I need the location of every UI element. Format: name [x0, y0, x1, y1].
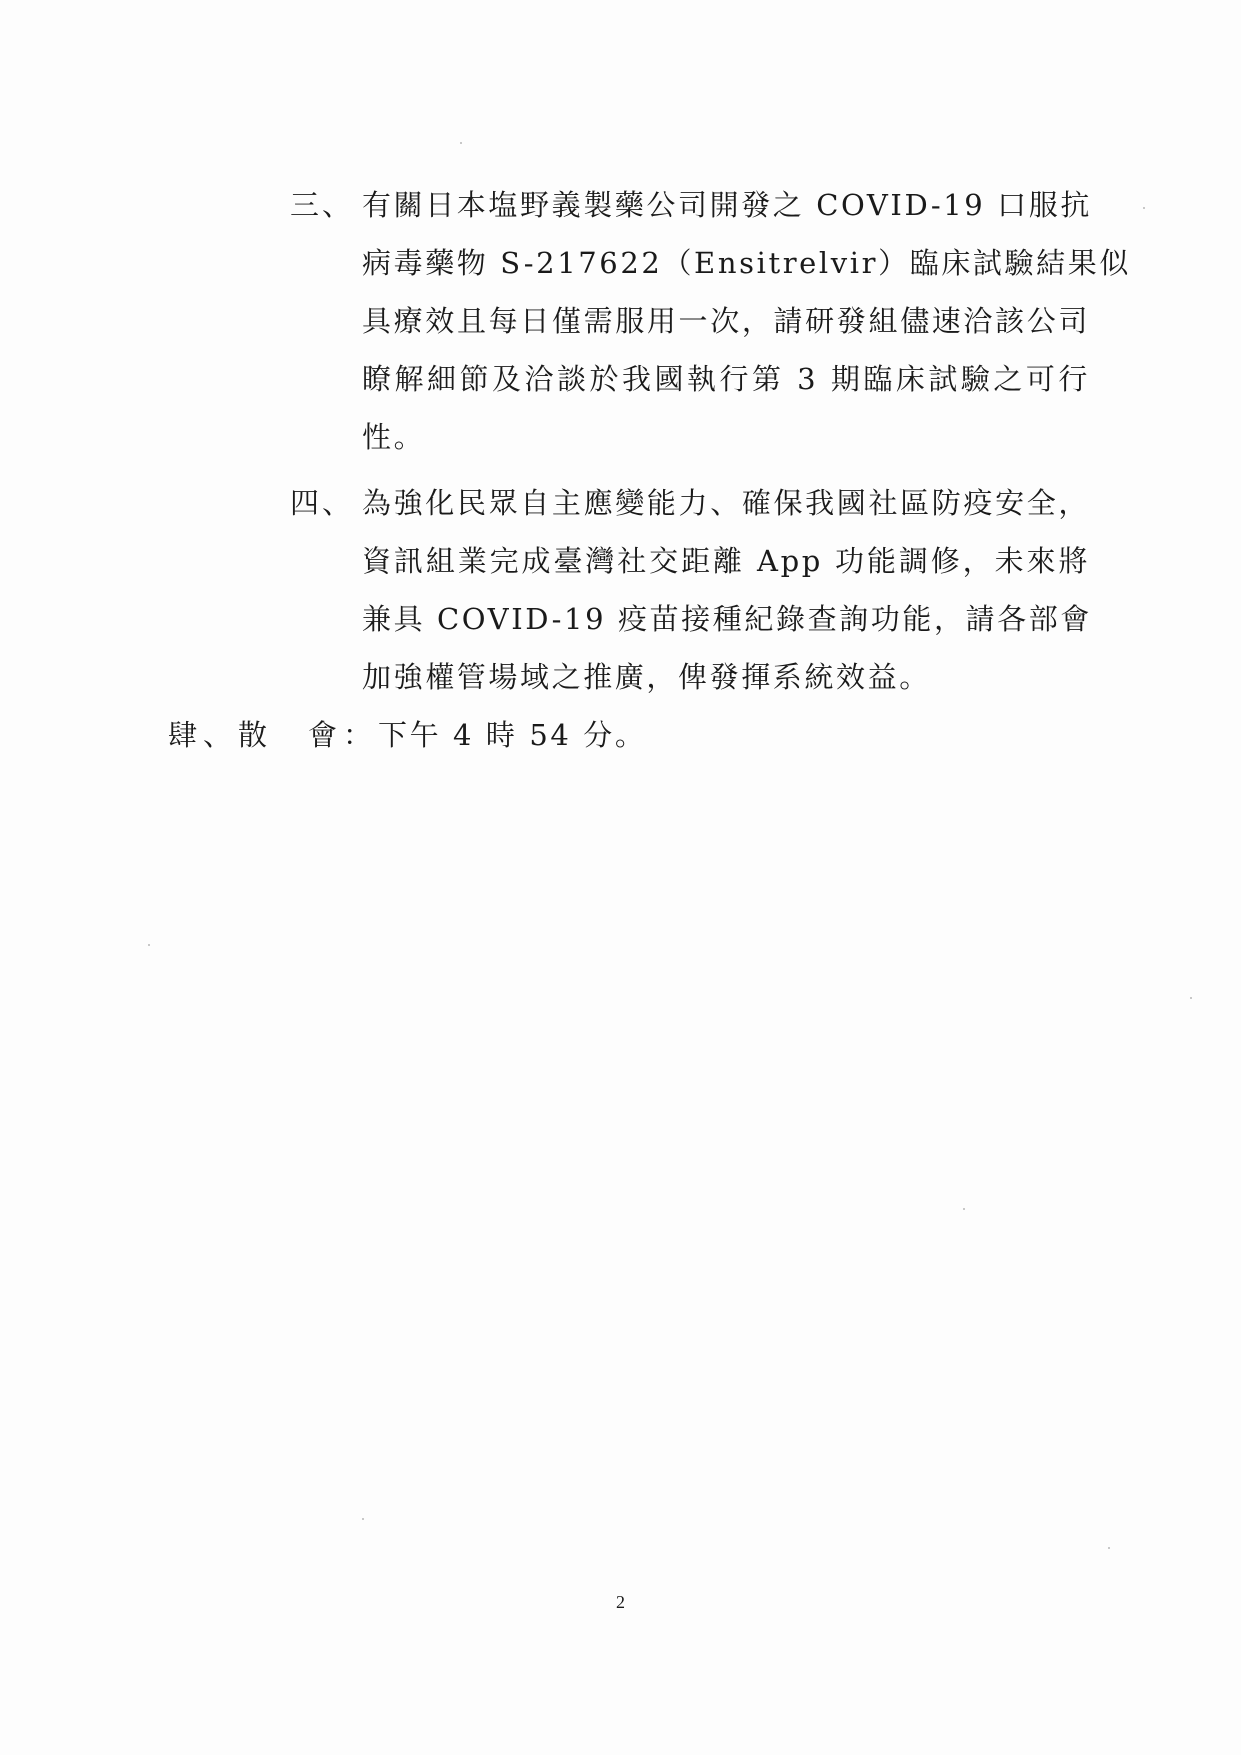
scan-speck: [1190, 997, 1192, 999]
adjournment-label: 肆、散 會：: [168, 718, 379, 752]
page-number: 2: [616, 1592, 625, 1612]
item-number: 四、: [290, 486, 355, 520]
adjournment-time: 下午 4 時 54 分。: [378, 718, 647, 752]
scan-speck: [460, 142, 462, 144]
text-line: 有關日本塩野義製藥公司開發之 COVID-19 口服抗: [362, 188, 1092, 222]
text-line: 病毒藥物 S-217622（Ensitrelvir）臨床試驗結果似: [362, 246, 1131, 280]
scan-speck: [963, 1208, 965, 1210]
item-number: 三、: [290, 188, 355, 222]
scan-speck: [148, 944, 150, 946]
text-line: 兼具 COVID-19 疫苗接種紀錄查詢功能，請各部會: [362, 602, 1092, 636]
text-line: 瞭解細節及洽談於我國執行第 3 期臨床試驗之可行: [362, 362, 1090, 396]
text-line: 加強權管場域之推廣，俾發揮系統效益。: [362, 660, 931, 694]
scan-speck: [1143, 207, 1145, 209]
scan-speck: [362, 1518, 364, 1520]
text-line: 為強化民眾自主應變能力、確保我國社區防疫安全，: [362, 486, 1090, 520]
adjournment: [168, 706, 646, 764]
text-line: 具療效且每日僅需服用一次，請研發組儘速洽該公司: [362, 304, 1090, 338]
text-line: 資訊組業完成臺灣社交距離 App 功能調修，未來將: [362, 544, 1090, 578]
text-line: 性。: [362, 420, 426, 454]
scan-speck: [1108, 1547, 1110, 1549]
item-text: [362, 176, 1131, 466]
item-text: [362, 474, 1090, 706]
